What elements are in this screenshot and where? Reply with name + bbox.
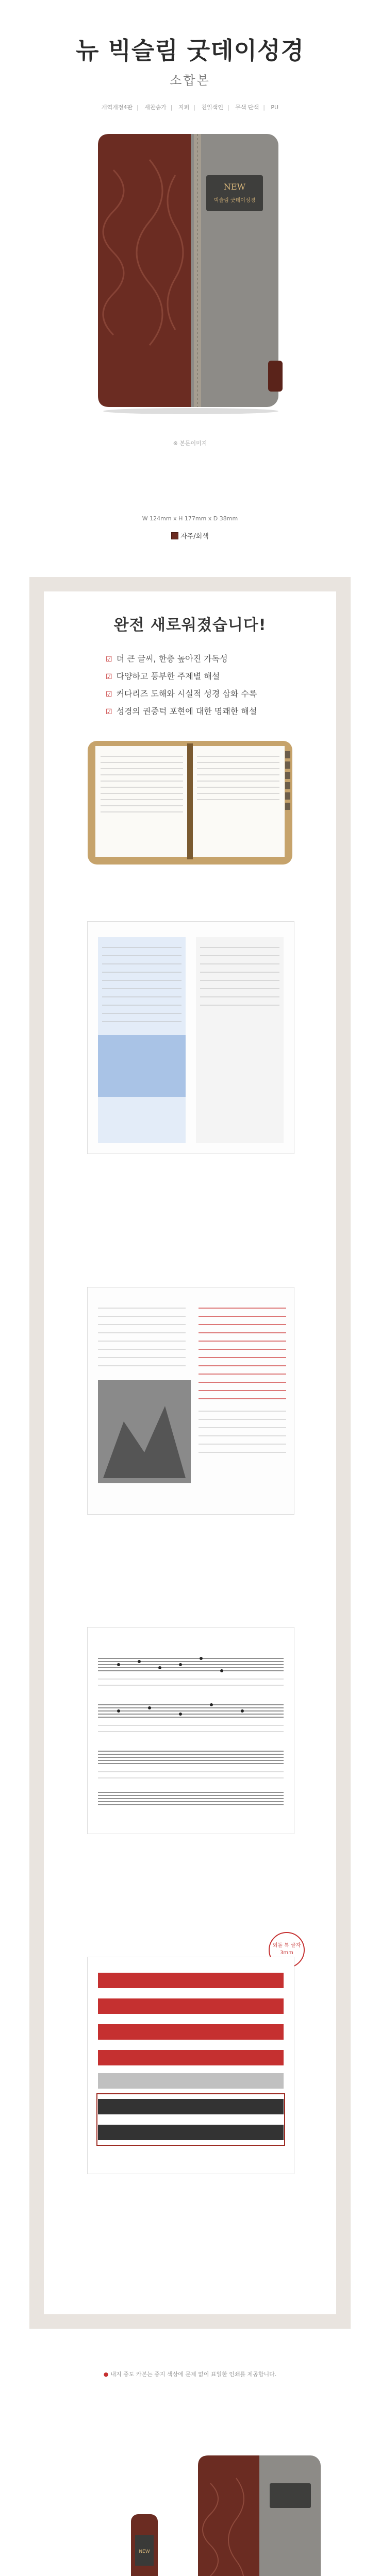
photo-note: ※ 본문이미지 [173,440,207,447]
product-title: 뉴 빅슬림 굿데이성경 [76,37,304,64]
spec-item: 지퍼 [178,104,190,111]
illustration-page-image [87,1287,294,1515]
sample-page-image [87,921,294,1154]
dimensions-text: W 124mm x H 177mm x D 38mm [142,515,238,522]
spec-item: 새찬송가 [144,104,167,111]
feature-text: 더 큰 글씨, 한층 높아진 가독성 [116,654,228,664]
zoom-badge-line1: 외돌 특 글자 [272,1943,301,1948]
cover-badge-line1: NEW [223,182,246,192]
bible-cover-image [93,129,289,417]
panel-note-text: 내지 중도 카본는 중지 색상에 문제 없이 표일한 인쇄를 제공합니다. [110,2371,277,2378]
bible-spine-image [129,2514,160,2576]
bullet-icon: ● [103,2371,109,2378]
panel-note [0,2370,380,2378]
feature-text: 다양하고 풍부한 주제별 해설 [116,671,220,681]
feature-panel [29,577,351,2329]
zoom-text-image [87,1957,294,2174]
bible-angled-cover-image [195,2452,324,2576]
checkbox-icon: ☑ [106,708,112,716]
spec-item: PU [271,104,279,111]
cover-badge-line2: 빅슬림 굿데이성경 [213,198,256,204]
color-swatch [171,532,178,539]
open-bible-image [85,731,295,870]
feature-item [106,670,220,682]
checkbox-icon: ☑ [106,655,112,664]
spec-item: 무색 단색 [235,104,259,111]
color-label: 자주/회색 [180,533,209,540]
spec-row: 개역개정4판 | 새찬송가 | 지퍼 | 천일색인 | 무색 단색 | PU [101,104,279,111]
spine-label: NEW [139,2549,150,2554]
feature-text: 커다리즈 도해와 시실적 성경 삽화 수록 [116,689,257,699]
checkbox-icon: ☑ [106,673,112,681]
product-subtitle: 소합본 [170,73,210,88]
feature-item [106,652,228,664]
checkbox-icon: ☑ [106,690,112,699]
spec-item: 개역개정4판 [101,104,133,111]
zoom-badge-line2: 3mm [280,1950,293,1956]
hymn-page-image [87,1627,294,1834]
spec-item: 천일색인 [201,104,223,111]
feature-item [106,687,257,699]
feature-heading: 완전 새로워졌습니다! [113,616,267,634]
feature-item [106,705,257,717]
feature-panel-inner [44,591,336,2314]
feature-text: 성경의 권중턱 포현에 대한 명쾌한 해설 [116,706,257,716]
color-option [0,531,380,540]
